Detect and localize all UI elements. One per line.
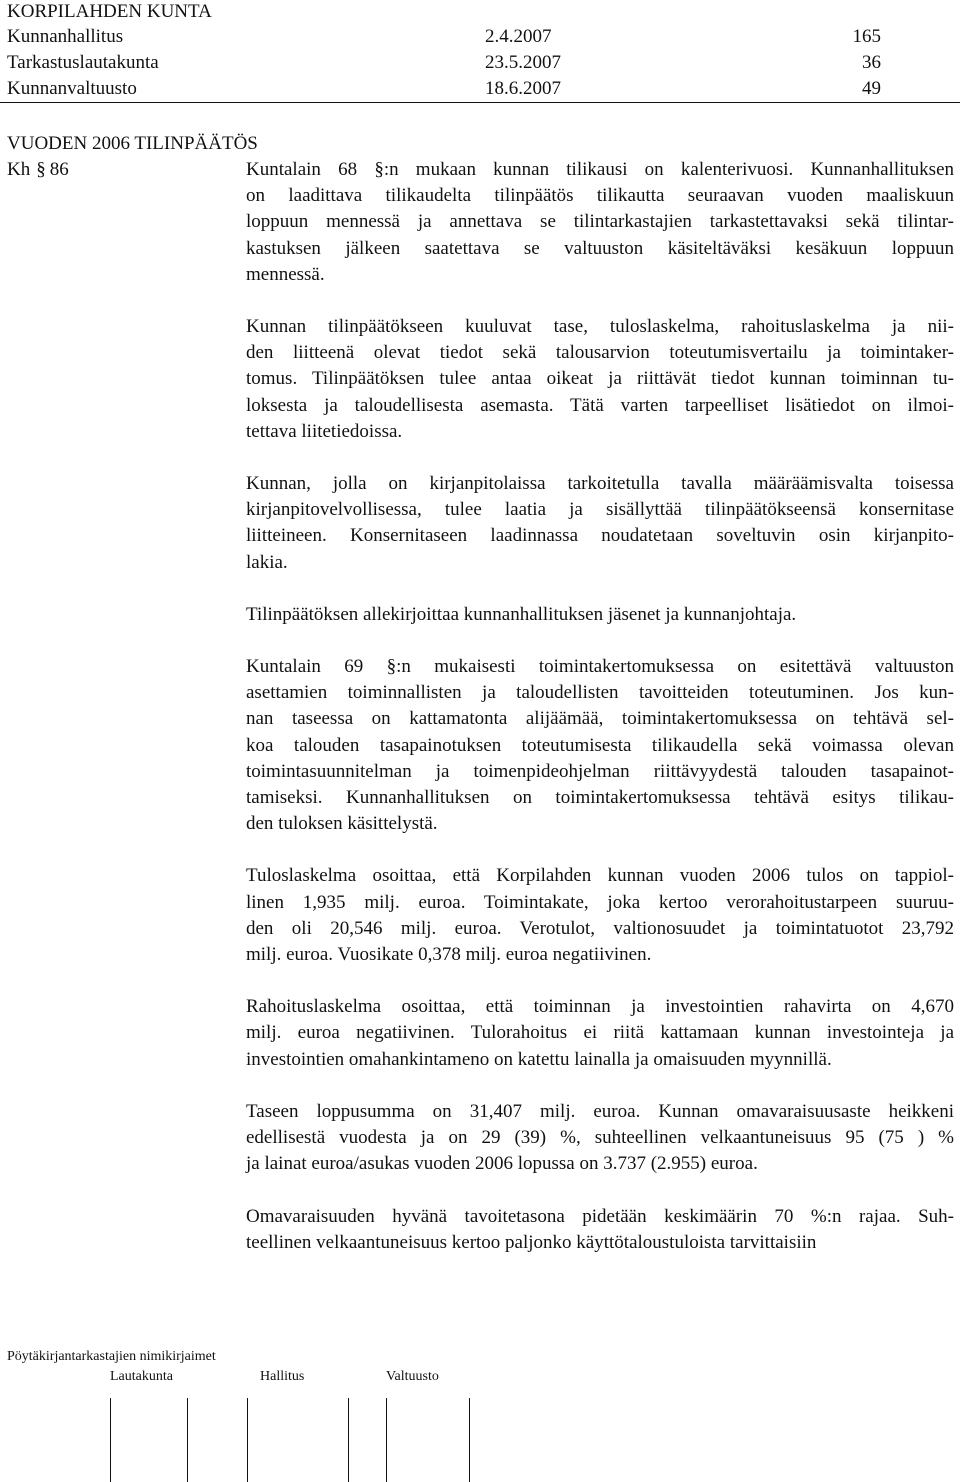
- text-line: teellinen velkaantuneisuus kertoo paljonko käyttötaloustuloista tarvittaisiin: [246, 1231, 817, 1253]
- text-line: milj. euroa. Vuosikate 0,378 milj. euroa negatiivinen.: [246, 944, 652, 966]
- signature-line: [386, 1398, 387, 1482]
- paragraph: [246, 1204, 954, 1256]
- section-prefix: Kh: [7, 159, 31, 180]
- meeting-number: 36: [862, 52, 881, 73]
- signature-line: [348, 1398, 349, 1482]
- meeting-number: 49: [862, 78, 881, 99]
- meeting-body: Kunnanhallitus: [7, 26, 124, 47]
- text-line: den tuloksen käsittelystä.: [246, 813, 438, 835]
- footer-col-lautakunta: Lautakunta: [110, 1369, 173, 1384]
- text-line: Tuloslaskelma osoittaa, että Korpilahden kunnan vuoden 2006 tulos on tappiol-: [246, 865, 954, 887]
- text-line: linen 1,935 milj. euroa. Toimintakate, joka kertoo verorahoitustarpeen suuruu-: [246, 891, 954, 913]
- text-line: tomus. Tilinpäätöksen tulee antaa oikeat ja riittävät tiedot kunnan toiminnan tu-: [246, 368, 954, 390]
- meeting-date: 2.4.2007: [485, 26, 552, 47]
- text-line: den oli 20,546 milj. euroa. Verotulot, valtionosuudet ja toimintatuotot 23,792: [246, 917, 954, 939]
- paragraph: [246, 157, 954, 288]
- meeting-row: [7, 24, 881, 50]
- text-line: mennessä.: [246, 263, 325, 285]
- text-line: Tilinpäätöksen allekirjoittaa kunnanhallituksen jäsenet ja kunnanjohtaja.: [246, 603, 797, 625]
- municipality-name: KORPILAHDEN KUNTA: [7, 1, 212, 22]
- signature-line: [110, 1398, 111, 1482]
- signature-line: [469, 1398, 470, 1482]
- text-line: kirjanpitovelvollisessa, tulee laatia ja sisällyttää tilinpäätökseensä konsernitase: [246, 499, 954, 521]
- footer-col-hallitus: Hallitus: [260, 1369, 305, 1384]
- header-rule: [0, 102, 960, 103]
- text-line: edellisestä vuodesta ja on 29 (39) %, suhteellinen velkaantuneisuus 95 (75 ) %: [246, 1127, 954, 1149]
- text-line: loppuun mennessä ja annettava se tilintarkastajien tarkastettavaksi sekä tilintar-: [246, 211, 954, 233]
- text-line: ja lainat euroa/asukas vuoden 2006 lopussa on 3.737 (2.955) euroa.: [246, 1153, 758, 1175]
- text-line: nan taseessa on kattamatonta alijäämää, toimintakertomuksessa on tehtävä sel-: [246, 708, 954, 730]
- meeting-body: Tarkastuslautakunta: [7, 52, 159, 73]
- paragraph: [246, 994, 954, 1073]
- meeting-body: Kunnanvaltuusto: [7, 78, 137, 99]
- section-label: [7, 157, 69, 183]
- meeting-row: [7, 76, 881, 102]
- text-line: on laadittava tilikaudelta tilinpäätös tilikautta seuraavan vuoden maaliskuun: [246, 185, 954, 207]
- paragraph: [246, 863, 954, 968]
- text-line: asettamien toiminnallisten ja taloudellisten tavoitteiden toteutuminen. Jos kun-: [246, 682, 954, 704]
- text-line: koa talouden tasapainotuksen toteutumisesta tilikaudella sekä voimassa olevan: [246, 734, 954, 756]
- signature-line: [247, 1398, 248, 1482]
- text-line: Kuntalain 69 §:n mukaisesti toimintakertomuksessa on esitettävä valtuuston: [246, 656, 954, 678]
- footer-title: Pöytäkirjantarkastajien nimikirjaimet: [7, 1349, 216, 1364]
- text-line: investointien omahankintameno on katettu lainalla ja omaisuuden myynnillä.: [246, 1048, 832, 1070]
- text-line: loksesta ja taloudellisesta asemasta. Tätä varten tarpeelliset lisätiedot on ilmoi-: [246, 394, 954, 416]
- section-mark: §: [36, 159, 46, 180]
- body-text: [246, 157, 954, 1282]
- text-line: kastuksen jälkeen saatettava se valtuuston käsiteltäväksi kesäkuun loppuun: [246, 237, 954, 259]
- text-line: liitteineen. Konsernitaseen laadinnassa noudatetaan soveltuvin osin kirjanpito-: [246, 525, 954, 547]
- paragraph: [246, 1099, 954, 1178]
- document-title: VUODEN 2006 TILINPÄÄTÖS: [7, 133, 258, 154]
- text-line: den liitteenä olevat tiedot sekä talousarvion toteutumisvertailu ja toimintaker-: [246, 342, 954, 364]
- paragraph: [246, 602, 954, 628]
- meeting-row: [7, 50, 881, 76]
- text-line: milj. euroa negatiivinen. Tulorahoitus ei riitä kattamaan kunnan investointeja ja: [246, 1022, 954, 1044]
- paragraph: [246, 654, 954, 837]
- footer-col-valtuusto: Valtuusto: [386, 1369, 439, 1384]
- text-line: tamiseksi. Kunnanhallituksen on toimintakertomuksessa tehtävä esitys tilikau-: [246, 787, 954, 809]
- text-line: Omavaraisuuden hyvänä tavoitetasona pidetään keskimäärin 70 %:n rajaa. Suh-: [246, 1205, 954, 1227]
- text-line: Kunnan, jolla on kirjanpitolaissa tarkoitetulla tavalla määräämisvalta toisessa: [246, 473, 954, 495]
- signature-line: [187, 1398, 188, 1482]
- section-number: 86: [49, 159, 69, 180]
- text-line: Kuntalain 68 §:n mukaan kunnan tilikausi on kalenterivuosi. Kunnanhallituksen: [246, 159, 954, 180]
- text-line: toimintasuunnitelman ja toimenpideohjelman riittävyydestä talouden tasapainot-: [246, 760, 954, 782]
- text-line: Taseen loppusumma on 31,407 milj. euroa. Kunnan omavaraisuusaste heikkeni: [246, 1100, 954, 1122]
- paragraph: [246, 471, 954, 576]
- meeting-date: 23.5.2007: [485, 52, 561, 73]
- text-line: Kunnan tilinpäätökseen kuuluvat tase, tuloslaskelma, rahoituslaskelma ja nii-: [246, 316, 954, 338]
- meeting-number: 165: [852, 26, 881, 47]
- paragraph: [246, 314, 954, 445]
- text-line: tettava liitetiedoissa.: [246, 420, 403, 442]
- text-line: lakia.: [246, 551, 288, 573]
- meeting-date: 18.6.2007: [485, 78, 561, 99]
- text-line: Rahoituslaskelma osoittaa, että toiminnan ja investointien rahavirta on 4,670: [246, 996, 954, 1018]
